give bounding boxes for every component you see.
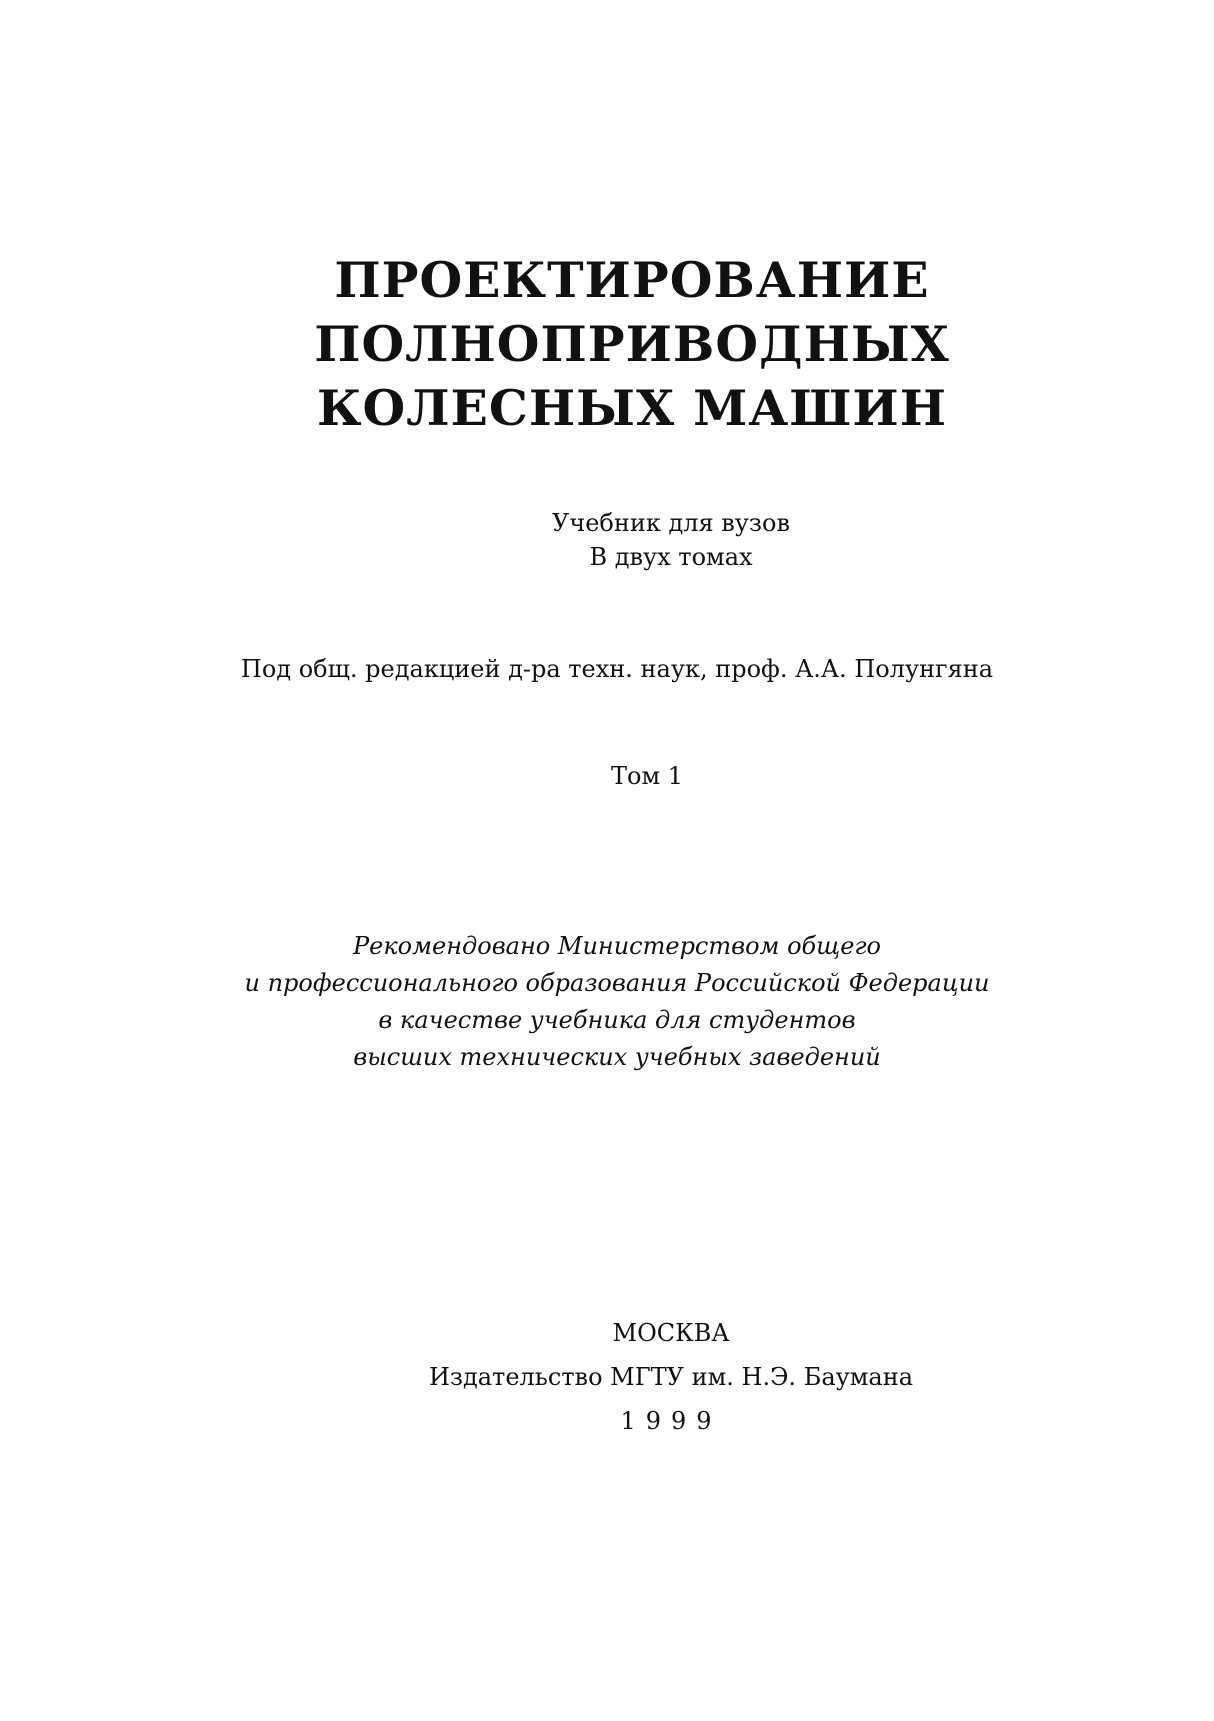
recommendation-line: высших технических учебных заведений xyxy=(353,1043,881,1071)
editor-credit-text: Под общ. редакцией д-ра техн. наук, проф. А.А. Полунгяна xyxy=(240,655,994,683)
volume-count: В двух томах xyxy=(589,543,753,571)
imprint xyxy=(0,1311,1214,1443)
book-title xyxy=(0,248,1214,440)
recommendation-line: и профессионального образования Российской Федерации xyxy=(244,969,990,997)
book-title-line: ПОЛНОПРИВОДНЫХ xyxy=(314,315,950,373)
recommendation-line: Рекомендовано Министерством общего xyxy=(353,932,881,960)
volume-number-text: Том 1 xyxy=(610,762,684,790)
imprint-year: 1999 xyxy=(620,1407,722,1435)
book-title-line: КОЛЕСНЫХ МАШИН xyxy=(316,379,948,437)
book-type: Учебник для вузов xyxy=(552,509,790,537)
ministry-recommendation xyxy=(0,928,1214,1076)
book-subtitle xyxy=(0,506,1214,574)
recommendation-line: в качестве учебника для студентов xyxy=(378,1006,856,1034)
editor-credit xyxy=(0,652,1214,686)
volume-number xyxy=(0,759,1214,793)
book-title-line: ПРОЕКТИРОВАНИЕ xyxy=(334,251,930,309)
imprint-publisher: Издательство МГТУ им. Н.Э. Баумана xyxy=(428,1363,914,1391)
imprint-city: МОСКВА xyxy=(612,1319,730,1347)
